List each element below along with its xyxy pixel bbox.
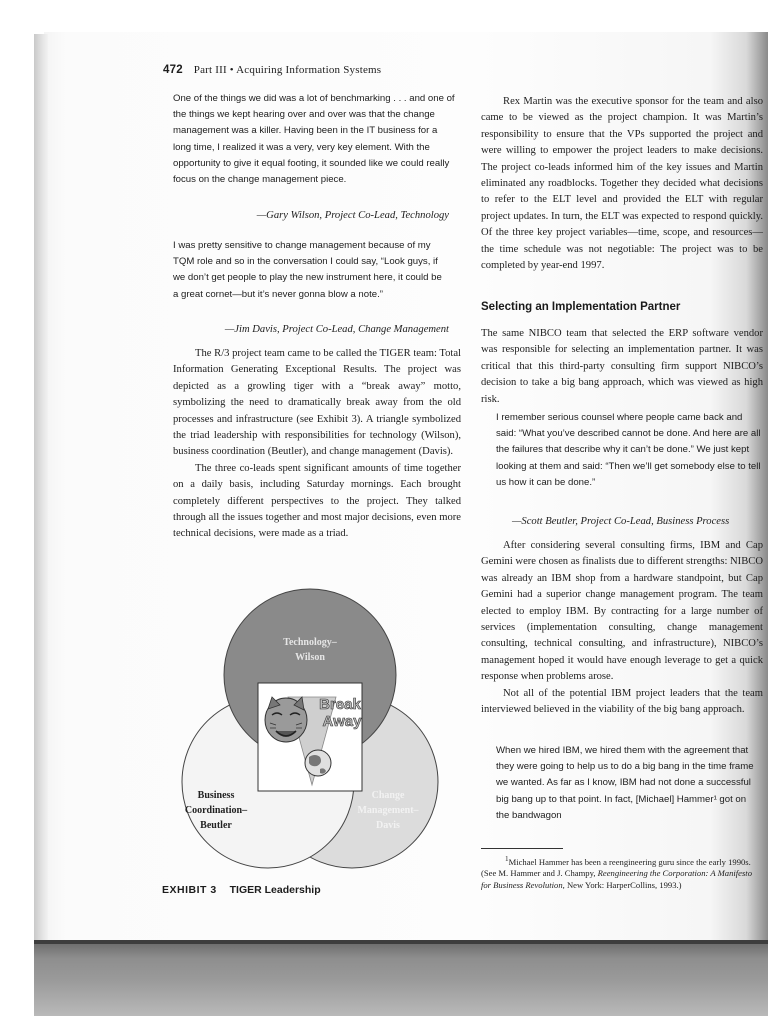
circle-label-line: Coordination–: [184, 805, 248, 816]
body-paragraph: The R/3 project team came to be called the TIGER team: Total Information Generating Exceptional Results. The project was depicted as a growling tiger with a “break away” motto, symbolizing the need to dramatically break away from the old processes and infrastructure (see Exhibit 3). A triangle symbolized the triad leadership with responsibilities for technology (Wilson), business coordination (Beutler), and change management (Davis).: [173, 348, 461, 458]
circle-label-line: Technology–: [283, 637, 337, 648]
body-paragraph: The three co-leads spent significant amounts of time together on a daily basis, including Saturday mornings. Each brought completely different perspectives to the project. They talked through all the issues together and most major decisions, even more technical decisions, were made as a triad.: [173, 462, 461, 540]
quote-text: When we hired IBM, we hired them with the agreement that they were going to help us to do a big bang in the time frame we wanted. As far as I know, IBM had not done a successful big bang up to that point. In fact, [Michael] Hammer¹ got on the bandwagon: [496, 745, 754, 821]
footnote: [481, 854, 763, 891]
exhibit-title: TIGER Leadership: [229, 884, 321, 896]
circle-label-line: Beutler: [200, 820, 232, 831]
page-number: 472: [163, 64, 183, 76]
tiger-leadership-diagram: [160, 585, 460, 875]
body-paragraph: Rex Martin was the executive sponsor for the team and also came to be viewed as the project champion. It was Martin’s responsibility to ensure that the VPs supported the project and were willing to empower the project leaders to make decisions. The project co-leads informed him of the key issues and Martin eliminated any roadblocks. Together they decided what decisions to refer to the ELT level and provided the ELT with regular project updates. In turn, the ELT was expected to respond quickly. Of the three key project variables—time, scope, and resources—the time schedule was not negotiable: The project was to be completed by year-end 1997.: [481, 96, 763, 272]
quote-text: I was pretty sensitive to change management because of my TQM role and so in the conversation I could say, “Look guys, if we don’t get people to play the new instrument here, it could be a great cornet—but it’s never gonna blow a note.”: [173, 240, 442, 300]
footnote-rule: [481, 848, 563, 849]
circle-label-line: Business: [197, 790, 235, 801]
footnote-text: Michael Hammer has been a reengineering guru since the early 1990s. (See M. Hammer and J. Champy,: [481, 856, 751, 879]
circle-label-line: Wilson: [295, 652, 325, 663]
book-binding-shadow: [34, 34, 48, 944]
scan-bottom-band: [34, 944, 768, 1016]
quote-text: One of the things we did was a lot of benchmarking . . . and one of the things we kept hearing over and over was that the change management was a killer. Having been in the IT business for a long time, I realized it was a very, very key element. With the opportunity to give it equal footing, it sounded like we could really focus on the change management piece.: [173, 93, 455, 186]
venn-diagram: [160, 585, 460, 875]
quote-text: I remember serious counsel where people came back and said: “What you’ve described cannot be done. And here are all the failures that describe why it can’t be done.” We just kept looking at them and said: “Then we’ll get somebody else to tell us how it can be done.”: [496, 412, 761, 488]
body-paragraph: The same NIBCO team that selected the ERP software vendor was responsible for selecting an implementation partner. It was critical that this third-party consulting firm support NIBCO’s decision to take a big bang approach, which was viewed as high risk.: [481, 328, 763, 405]
circle-label-line: Management–: [357, 805, 419, 816]
quote-ibm: [496, 743, 762, 824]
paragraph-tiger-team: [173, 346, 461, 543]
footnote-book-title: Reengineering the Corporation: A Manifesto for Business Revolution: [481, 868, 752, 890]
exhibit-caption: [162, 884, 321, 896]
attribution-beutler: —Scott Beutler, Project Co-Lead, Business Process: [512, 516, 730, 527]
footnote-marker: 1: [505, 855, 509, 863]
exhibit-label: EXHIBIT 3: [162, 884, 217, 896]
attribution-davis: —Jim Davis, Project Co-Lead, Change Management: [224, 324, 449, 335]
quote-davis: [173, 238, 449, 303]
logo-word: Break: [319, 696, 361, 713]
paragraph-consulting-firms: [481, 538, 763, 718]
tiger-head-icon: [265, 697, 307, 742]
circle-label-line: Davis: [376, 820, 400, 831]
attribution-wilson: —Gary Wilson, Project Co-Lead, Technology: [256, 210, 449, 221]
body-paragraph: Not all of the potential IBM project leaders that the team interviewed believed in the viability of the big bang approach.: [481, 687, 763, 716]
paragraph-implementation-partner: [481, 326, 763, 408]
running-header: [163, 64, 381, 76]
quote-wilson: [173, 91, 457, 188]
circle-label-line: Change: [371, 790, 405, 801]
footnote-text: , New York: HarperCollins, 1993.): [562, 879, 682, 890]
body-paragraph: After considering several consulting firms, IBM and Cap Gemini were chosen as finalists due to different strengths: NIBCO was already an IBM shop from a hardware standpoint, but Cap Gemini had a superior change management program. The team elected to employ IBM. By contracting for a large number of services (implementation consulting, change management consulting, technical consulting, and infrastructure), NIBCO’s management hoped it would have enough leverage to get a quick response when problems arose.: [481, 540, 763, 683]
logo-word: Away: [322, 713, 362, 730]
quote-beutler: [496, 410, 762, 491]
tiger-break-away-logo: [258, 683, 362, 791]
section-heading: Selecting an Implementation Partner: [481, 301, 681, 313]
scan-bottom-margin: [0, 1016, 768, 1024]
paragraph-rex-martin: [481, 94, 763, 274]
running-title: Part III • Acquiring Information Systems: [193, 64, 382, 76]
globe-icon: [305, 750, 331, 776]
